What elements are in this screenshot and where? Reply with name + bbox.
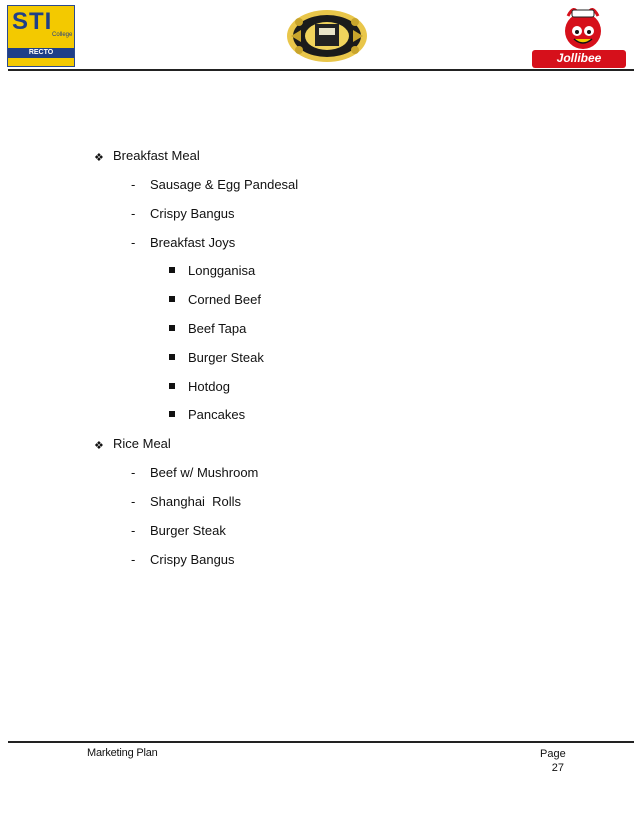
square-bullet-icon bbox=[169, 296, 175, 302]
diamond-bullet-icon: ❖ bbox=[94, 440, 104, 452]
sti-logo-band: RECTO bbox=[8, 48, 74, 58]
dash-bullet-icon: - bbox=[131, 235, 136, 250]
sub-menu-item: Pancakes bbox=[188, 407, 246, 422]
footer-page-number bbox=[540, 747, 564, 775]
sti-logo-subtitle: College bbox=[52, 32, 73, 38]
square-bullet-icon bbox=[169, 354, 175, 360]
dash-bullet-icon: - bbox=[131, 206, 136, 221]
menu-item: Breakfast Joys bbox=[150, 235, 236, 250]
footer-document-title: Marketing Plan bbox=[87, 747, 158, 759]
menu-item: Beef w/ Mushroom bbox=[150, 465, 259, 480]
section-heading-rice: Rice Meal bbox=[113, 436, 171, 451]
dash-bullet-icon: - bbox=[131, 494, 136, 509]
menu-item: Crispy Bangus bbox=[150, 552, 235, 567]
sub-menu-item: Longganisa bbox=[188, 263, 256, 278]
menu-item: Sausage & Egg Pandesal bbox=[150, 177, 299, 192]
diamond-bullet-icon: ❖ bbox=[94, 152, 104, 164]
square-bullet-icon bbox=[169, 383, 175, 389]
dash-bullet-icon: - bbox=[131, 552, 136, 567]
sub-menu-item: Burger Steak bbox=[188, 350, 264, 365]
square-bullet-icon bbox=[169, 267, 175, 273]
square-bullet-icon bbox=[169, 411, 175, 417]
footer-divider bbox=[8, 741, 634, 743]
square-bullet-icon bbox=[169, 325, 175, 331]
section-heading-breakfast: Breakfast Meal bbox=[113, 148, 200, 163]
footer-page-label: Page bbox=[540, 748, 566, 760]
sub-menu-item: Hotdog bbox=[188, 379, 230, 394]
menu-item: Burger Steak bbox=[150, 523, 226, 538]
dash-bullet-icon: - bbox=[131, 177, 136, 192]
footer-page-value: 27 bbox=[551, 762, 564, 774]
menu-item: Crispy Bangus bbox=[150, 206, 235, 221]
dash-bullet-icon: - bbox=[131, 523, 136, 538]
sub-menu-item: Beef Tapa bbox=[188, 321, 247, 336]
jollibee-logo-text: Jollibee bbox=[556, 51, 602, 65]
sti-logo-text: STI bbox=[12, 8, 53, 35]
sub-menu-item: Corned Beef bbox=[188, 292, 261, 307]
menu-item: Shanghai Rolls bbox=[150, 494, 242, 509]
dash-bullet-icon: - bbox=[131, 465, 136, 480]
